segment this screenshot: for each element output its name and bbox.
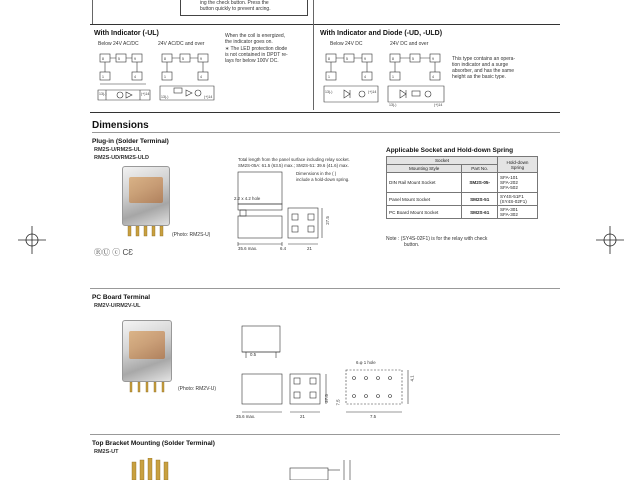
spring-value: SFA-301 (500, 207, 518, 212)
indicator-diode-note1: This type contains an opera- (452, 56, 516, 62)
svg-text:1: 1 (392, 75, 394, 79)
plugin-dim-pin: 6.4 (280, 246, 287, 251)
svg-text:13(-): 13(-) (99, 92, 107, 96)
svg-text:1: 1 (102, 75, 104, 79)
indicator-circuit-diagram-1 (96, 48, 154, 106)
pcboard-photo-caption: (Photo: RM2V-U) (178, 386, 217, 392)
svg-text:9: 9 (432, 57, 434, 61)
mounting-style-cell: DIN Rail Mount Socket (387, 173, 462, 193)
pcboard-dim-pitch-1: 7.5 (335, 399, 341, 406)
indicator-col2: 24V AC/DC and over (158, 41, 205, 47)
plugin-heading: Plug-in (Solder Terminal) (92, 138, 169, 145)
table-row (387, 173, 538, 193)
socket-header: Socket (387, 157, 498, 165)
pcboard-dim-pitch-3: 4.1 (409, 375, 415, 382)
svg-text:5: 5 (182, 57, 184, 61)
plugin-dim-height: 27.5 (324, 216, 330, 225)
pcboard-dim-pitch-2: 7.5 (370, 414, 377, 419)
plugin-dim-hole: 2.2 x 4.2 hole (234, 196, 261, 201)
top-divider (90, 24, 560, 25)
top-note-line2: button quickly to prevent arcing. (200, 6, 271, 12)
spring-value: SY4S-51F1 (500, 194, 524, 199)
plugin-dim-width: 21 (307, 246, 312, 251)
svg-text:1: 1 (328, 75, 330, 79)
svg-text:8: 8 (164, 57, 166, 61)
svg-text:(+)14: (+)14 (368, 90, 377, 94)
svg-text:8: 8 (102, 57, 104, 61)
svg-text:13(-): 13(-) (161, 95, 169, 99)
plugin-callout-2: SM2S-05A: 61.5 (63.5) max.; SM2S-51: 39.6 (41.6) max. (238, 163, 349, 168)
indicator-note5: lays for below 100V DC. (225, 58, 279, 64)
plugin-dim-length: 35.6 max. (238, 246, 258, 251)
indicator-diode-circuit-2 (386, 48, 448, 108)
dimensions-title: Dimensions (92, 120, 149, 131)
svg-text:13(-): 13(-) (325, 90, 333, 94)
spring-value: SFA-302 (500, 212, 518, 217)
plugin-certifications: ⓇⓊ ⓒ CƐ (94, 248, 134, 257)
pcboard-dim-length: 35.6 max. (236, 414, 256, 419)
mounting-style-cell: Panel Mount Socket (387, 193, 462, 206)
svg-text:9: 9 (364, 57, 366, 61)
svg-text:8: 8 (392, 57, 394, 61)
relay-photo-pins-pcboard (128, 382, 168, 394)
section-divider (90, 112, 560, 113)
indicator-diode-note2: tion indicator and a surge (452, 62, 509, 68)
indicator-diode-note3: absorber, and has the same (452, 68, 514, 74)
svg-text:5: 5 (346, 57, 348, 61)
top-vertical-divider (313, 0, 314, 110)
pcboard-dim-height: 27.5 (323, 394, 329, 403)
part-no-cell: SM2S-61 (462, 206, 498, 219)
indicator-note2: the indicator goes on. (225, 39, 273, 45)
spring-header: Hold-down Spring (498, 157, 538, 173)
pcboard-heading: PC Board Terminal (92, 294, 151, 301)
pcboard-dimension-drawing (228, 322, 428, 422)
svg-text:4: 4 (432, 75, 434, 79)
socket-table-title: Applicable Socket and Hold-down Spring (386, 147, 514, 154)
mounting-style-cell: PC Board Mount Socket (387, 206, 462, 219)
socket-table (386, 156, 538, 219)
top-note-line1: ing the check button. Press the (200, 0, 269, 6)
spring-value: (SY4S-02F1) (500, 199, 527, 204)
pcboard-dim-width: 21 (300, 414, 305, 419)
pcboard-dim-offset: 0.5 (250, 352, 257, 357)
pcboard-models: RM2V-U/RM2V-UL (94, 303, 141, 309)
plugin-model-2: RM2S-UD/RM2S-ULD (94, 155, 149, 161)
indicator-note3: ∗ The LED protection diode (225, 46, 288, 52)
svg-text:4: 4 (364, 75, 366, 79)
table-row (387, 206, 538, 219)
indicator-circuit-diagram-2 (158, 48, 218, 106)
bracket-models: RM2S-UT (94, 449, 119, 455)
svg-text:1: 1 (164, 75, 166, 79)
mounting-style-header: Mounting Style (387, 165, 462, 173)
indicator-diode-circuit-1 (322, 48, 382, 108)
plugin-callout-4: include a hold-down spring. (296, 177, 350, 182)
svg-text:4: 4 (134, 75, 136, 79)
spring-value: SFA-101 (500, 175, 518, 180)
pcboard-hole-label: 6.φ 1 hole (356, 360, 376, 365)
svg-text:(+)14: (+)14 (204, 95, 213, 99)
svg-text:5: 5 (412, 57, 414, 61)
indicator-diode-title: With Indicator and Diode (-UD, -ULD) (320, 30, 443, 37)
part-no-cell: SM2S-51 (462, 193, 498, 206)
relay-photo-plugin (122, 166, 170, 226)
crop-mark-right (596, 226, 624, 254)
svg-text:(+)14: (+)14 (141, 92, 150, 96)
plugin-callout-3: Dimensions in the ( ) (296, 171, 337, 176)
svg-text:13(-): 13(-) (389, 103, 397, 107)
svg-text:4: 4 (200, 75, 202, 79)
pcboard-divider (90, 288, 560, 289)
bracket-heading: Top Bracket Mounting (Solder Terminal) (92, 440, 215, 447)
dimensions-underline (92, 132, 560, 133)
indicator-col1: Below 24V AC/DC (98, 41, 139, 47)
bracket-dimension-drawing (284, 458, 364, 480)
plugin-callout-1: Total length from the panel surface including relay socket. (238, 157, 350, 162)
spring-value: SFA-502 (500, 185, 518, 190)
plugin-model-1: RM2S-U/RM2S-UL (94, 147, 142, 153)
part-no-header: Part No. (462, 165, 498, 173)
spring-cell (498, 206, 538, 219)
svg-text:(+)14: (+)14 (434, 103, 443, 107)
plugin-photo-caption: (Photo: RM2S-U) (172, 232, 211, 238)
indicator-diode-col1: Below 24V DC (330, 41, 363, 47)
svg-text:9: 9 (200, 57, 202, 61)
bracket-divider (90, 434, 560, 435)
indicator-note4: is not contained in DPDT re- (225, 52, 288, 58)
crop-mark-left (18, 226, 46, 254)
spring-value: SFA-202 (500, 180, 518, 185)
socket-table-note-2: button. (404, 242, 420, 248)
relay-photo-pcboard (122, 320, 172, 382)
indicator-diode-note4: height as the basic type. (452, 74, 506, 80)
bracket-photo-pins (128, 458, 176, 480)
relay-photo-pins-plugin (126, 226, 166, 238)
svg-text:9: 9 (134, 57, 136, 61)
spring-cell (498, 193, 538, 206)
indicator-note1: When the coil is energized, (225, 33, 286, 39)
part-no-cell: SM2S-05- (462, 173, 498, 193)
socket-table-note-1: Note : (SY4S-02F1) is for the relay with check (386, 236, 488, 242)
table-row (387, 193, 538, 206)
top-left-vertical (92, 0, 93, 24)
svg-text:8: 8 (328, 57, 330, 61)
indicator-diode-col2: 24V DC and over (390, 41, 429, 47)
indicator-title: With Indicator (-UL) (94, 30, 159, 37)
svg-text:5: 5 (118, 57, 120, 61)
spring-cell (498, 173, 538, 193)
